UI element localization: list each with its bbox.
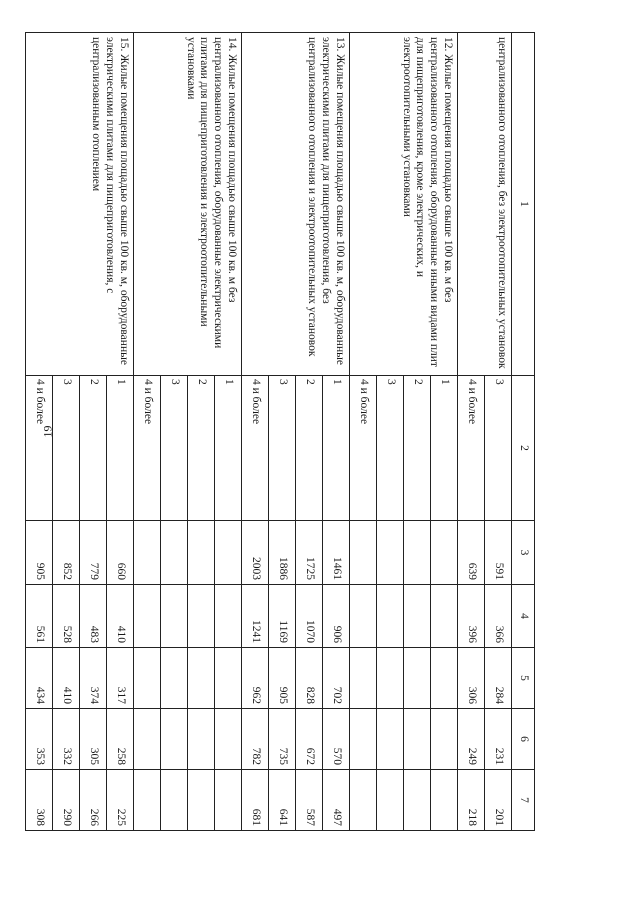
value-cell	[188, 585, 215, 648]
value-cell: 374	[80, 648, 107, 709]
value-cell: 528	[53, 585, 80, 648]
value-cell	[431, 585, 458, 648]
value-cell: 905	[26, 521, 53, 585]
col-header-3: 3	[512, 521, 535, 585]
residents-count-cell: 1	[215, 376, 242, 521]
value-cell: 231	[485, 709, 512, 770]
table-row	[215, 33, 242, 831]
value-cell	[350, 709, 377, 770]
value-cell	[134, 709, 161, 770]
value-cell: 672	[296, 709, 323, 770]
value-cell: 434	[26, 648, 53, 709]
value-cell	[404, 648, 431, 709]
value-cell: 317	[107, 648, 134, 709]
tariff-table	[25, 32, 535, 831]
value-cell: 308	[26, 770, 53, 831]
residents-count-cell: 2	[188, 376, 215, 521]
value-cell	[404, 709, 431, 770]
value-cell	[377, 770, 404, 831]
value-cell: 570	[323, 709, 350, 770]
table-row	[431, 33, 458, 831]
table-row	[323, 33, 350, 831]
category-description: 15. Жилые помещения площадью свыше 100 кв. м, оборудованные электрическими плитами для пищеприготовления, с централизованным отоплением	[26, 33, 134, 376]
value-cell: 249	[458, 709, 485, 770]
value-cell	[161, 709, 188, 770]
value-cell	[377, 585, 404, 648]
value-cell: 483	[80, 585, 107, 648]
residents-count-cell: 1	[431, 376, 458, 521]
value-cell: 266	[80, 770, 107, 831]
value-cell	[161, 585, 188, 648]
value-cell: 201	[485, 770, 512, 831]
value-cell: 639	[458, 521, 485, 585]
value-cell	[404, 585, 431, 648]
value-cell	[188, 709, 215, 770]
value-cell	[431, 521, 458, 585]
category-description: 12. Жилые помещения площадью свыше 100 кв. м без централизованного отопления, оборудованные иными видами плит для пищеприготовления, кроме электрических, и электроотопительными установками	[350, 33, 458, 376]
col-header-2: 2	[512, 376, 535, 521]
value-cell: 852	[53, 521, 80, 585]
page-number: 19	[40, 425, 55, 438]
value-cell: 779	[80, 521, 107, 585]
value-cell: 735	[269, 709, 296, 770]
value-cell: 410	[53, 648, 80, 709]
table-row	[485, 33, 512, 831]
value-cell: 641	[269, 770, 296, 831]
value-cell	[377, 648, 404, 709]
residents-count-cell: 4 и более	[458, 376, 485, 521]
value-cell	[431, 709, 458, 770]
residents-count-cell: 4 и более	[134, 376, 161, 521]
value-cell: 962	[242, 648, 269, 709]
value-cell	[215, 770, 242, 831]
value-cell	[161, 648, 188, 709]
value-cell	[350, 521, 377, 585]
value-cell: 681	[242, 770, 269, 831]
residents-count-cell: 4 и более	[242, 376, 269, 521]
residents-count-cell: 3	[161, 376, 188, 521]
col-header-1: 1	[512, 33, 535, 376]
category-description: 13. Жилые помещения площадью свыше 100 кв. м, оборудованные электрическими плитами для пищеприготовления, без централизованного отопления и электроотопительных установок	[242, 33, 350, 376]
value-cell	[215, 648, 242, 709]
value-cell: 660	[107, 521, 134, 585]
value-cell: 353	[26, 709, 53, 770]
residents-count-cell: 3	[377, 376, 404, 521]
value-cell	[161, 521, 188, 585]
value-cell: 2003	[242, 521, 269, 585]
value-cell	[215, 585, 242, 648]
value-cell: 1886	[269, 521, 296, 585]
value-cell: 591	[485, 521, 512, 585]
residents-count-cell: 4 и более	[26, 376, 53, 521]
value-cell: 1070	[296, 585, 323, 648]
value-cell: 332	[53, 709, 80, 770]
residents-count-cell: 2	[404, 376, 431, 521]
table-body	[26, 33, 512, 831]
value-cell: 497	[323, 770, 350, 831]
value-cell: 828	[296, 648, 323, 709]
value-cell: 702	[323, 648, 350, 709]
value-cell: 284	[485, 648, 512, 709]
value-cell	[188, 521, 215, 585]
value-cell: 218	[458, 770, 485, 831]
residents-count-cell: 2	[80, 376, 107, 521]
value-cell: 1461	[323, 521, 350, 585]
value-cell	[404, 521, 431, 585]
value-cell: 905	[269, 648, 296, 709]
table-row	[107, 33, 134, 831]
value-cell	[134, 770, 161, 831]
value-cell: 396	[458, 585, 485, 648]
value-cell: 906	[323, 585, 350, 648]
value-cell	[188, 648, 215, 709]
value-cell	[431, 770, 458, 831]
header-row	[512, 33, 535, 831]
value-cell	[188, 770, 215, 831]
value-cell: 561	[26, 585, 53, 648]
value-cell: 410	[107, 585, 134, 648]
residents-count-cell: 1	[107, 376, 134, 521]
value-cell	[431, 648, 458, 709]
category-description: централизованного отопления, без электроотопительных установок	[458, 33, 512, 376]
value-cell: 225	[107, 770, 134, 831]
value-cell: 290	[53, 770, 80, 831]
residents-count-cell: 3	[53, 376, 80, 521]
value-cell	[215, 709, 242, 770]
value-cell	[377, 521, 404, 585]
value-cell: 782	[242, 709, 269, 770]
col-header-5: 5	[512, 648, 535, 709]
value-cell	[350, 585, 377, 648]
value-cell	[350, 648, 377, 709]
value-cell	[161, 770, 188, 831]
value-cell: 1241	[242, 585, 269, 648]
rotated-page	[33, 32, 535, 830]
value-cell	[215, 521, 242, 585]
value-cell	[134, 585, 161, 648]
col-header-6: 6	[512, 709, 535, 770]
value-cell: 305	[80, 709, 107, 770]
value-cell: 258	[107, 709, 134, 770]
value-cell: 1169	[269, 585, 296, 648]
value-cell	[377, 709, 404, 770]
value-cell: 366	[485, 585, 512, 648]
residents-count-cell: 4 и более	[350, 376, 377, 521]
residents-count-cell: 1	[323, 376, 350, 521]
value-cell	[350, 770, 377, 831]
value-cell	[404, 770, 431, 831]
residents-count-cell: 2	[296, 376, 323, 521]
col-header-4: 4	[512, 585, 535, 648]
value-cell: 1725	[296, 521, 323, 585]
value-cell	[134, 521, 161, 585]
category-description: 14. Жилые помещения площадью свыше 100 кв. м без централизованного отопления, оборудованные электрическими плитами для пищеприготовления и электроотопительными установками	[134, 33, 242, 376]
col-header-7: 7	[512, 770, 535, 831]
value-cell: 306	[458, 648, 485, 709]
residents-count-cell: 3	[485, 376, 512, 521]
value-cell: 587	[296, 770, 323, 831]
residents-count-cell: 3	[269, 376, 296, 521]
value-cell	[134, 648, 161, 709]
